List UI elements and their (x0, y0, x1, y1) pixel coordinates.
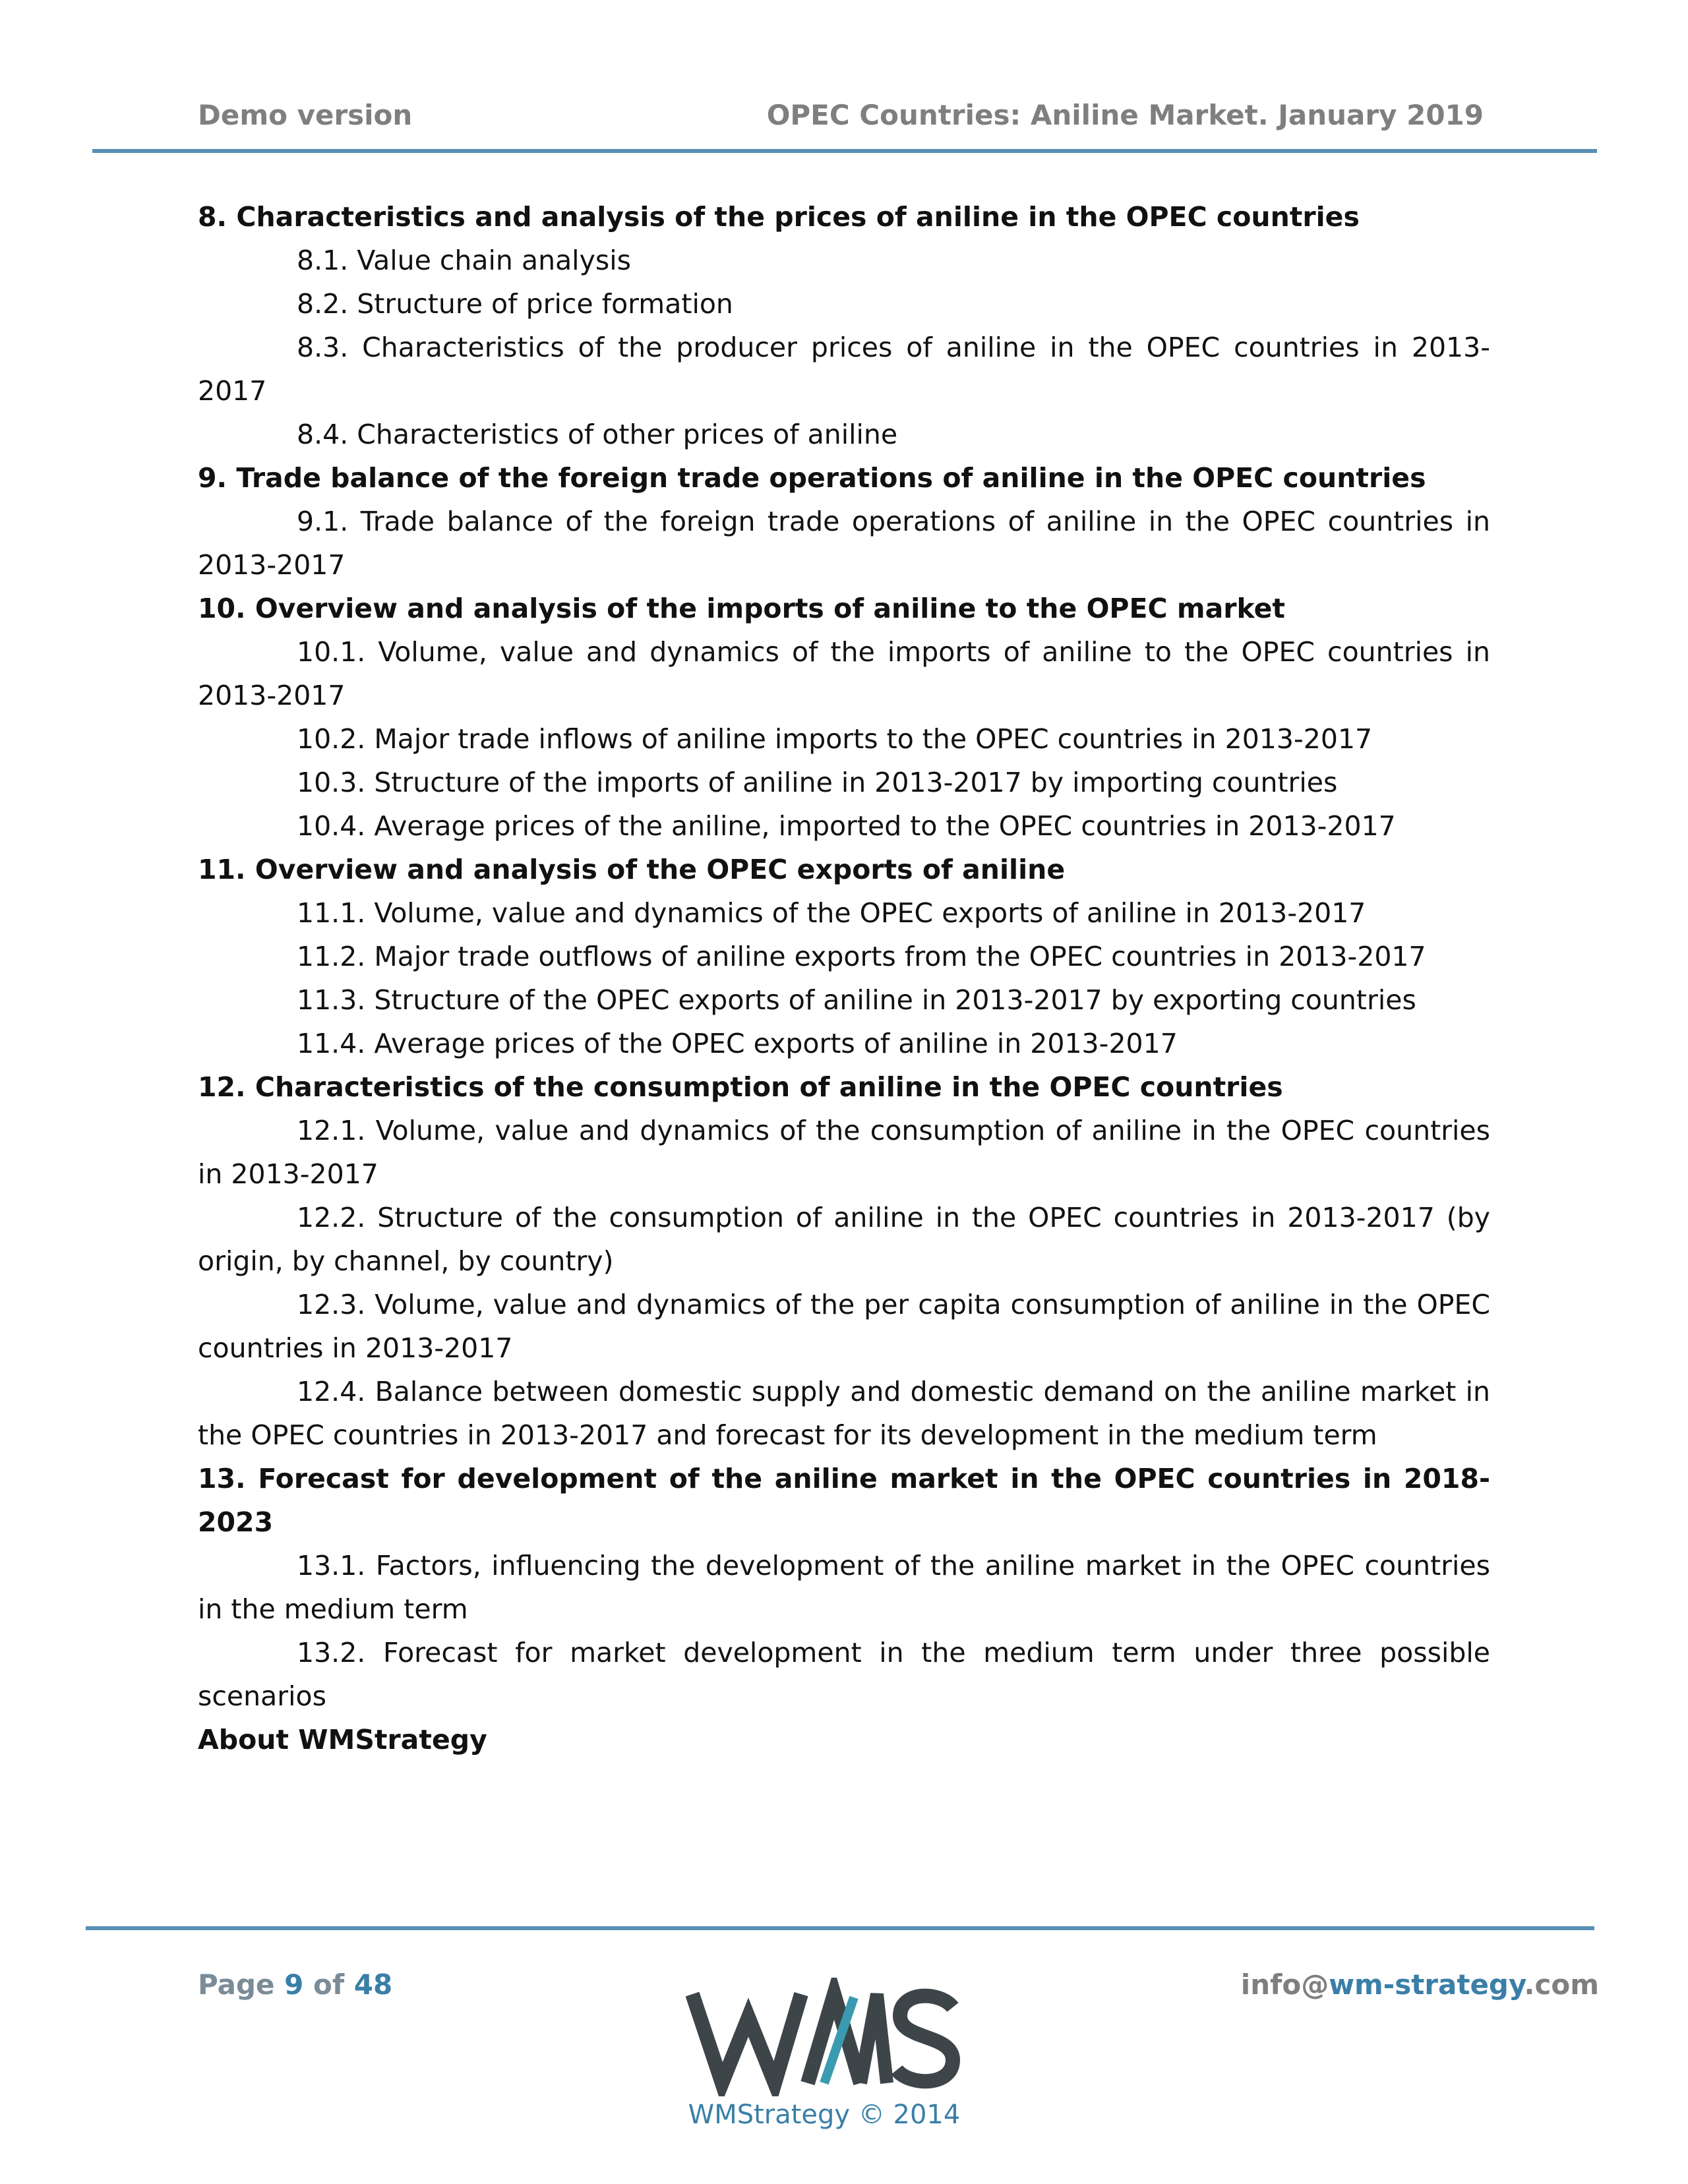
toc-subsection-item: 13.2. Forecast for market development in the medium term under three possible scenarios (198, 1637, 1490, 1712)
toc-section-heading: 13. Forecast for development of the aniline market in the OPEC countries in 2018-2023 (198, 1463, 1490, 1538)
toc-subsection-item: 13.1. Factors, influencing the development of the aniline market in the OPEC countries in the medium term (198, 1550, 1490, 1625)
toc-subsection-item: 8.4. Characteristics of other prices of aniline (297, 419, 898, 450)
toc-subsection-item: 9.1. Trade balance of the foreign trade operations of aniline in the OPEC countries in 2013-2017 (198, 506, 1490, 581)
contact-email[interactable] (1241, 1968, 1599, 2001)
header-divider (92, 149, 1597, 153)
toc-section-heading: 9. Trade balance of the foreign trade operations of aniline in the OPEC countries (198, 462, 1426, 494)
toc-subsection-item: 10.3. Structure of the imports of aniline in 2013-2017 by importing countries (297, 767, 1338, 798)
page-number: 9 (284, 1968, 304, 2001)
copyright-notice: WMStrategy © 2014 (688, 2100, 961, 2130)
page-total: 48 (353, 1968, 393, 2001)
toc-section-heading: 8. Characteristics and analysis of the prices of aniline in the OPEC countries (198, 201, 1360, 233)
page-prefix: Page (198, 1968, 275, 2001)
toc-subsection-item: 10.2. Major trade inflows of aniline imports to the OPEC countries in 2013-2017 (297, 723, 1373, 755)
toc-subsection-item: 8.2. Structure of price formation (297, 288, 733, 320)
toc-section-heading: 10. Overview and analysis of the imports of aniline to the OPEC market (198, 593, 1286, 624)
toc-subsection-item: 10.4. Average prices of the aniline, imported to the OPEC countries in 2013-2017 (297, 810, 1396, 842)
logo-letter-m-right (860, 1994, 887, 2083)
email-tld: .com (1524, 1968, 1599, 2001)
toc-section-heading: About WMStrategy (198, 1724, 487, 1756)
page-indicator (198, 1968, 392, 2001)
toc-subsection-item: 11.4. Average prices of the OPEC exports of aniline in 2013-2017 (297, 1028, 1178, 1059)
toc-subsection-item: 11.2. Major trade outflows of aniline exports from the OPEC countries in 2013-2017 (297, 941, 1426, 972)
email-user: info@ (1240, 1968, 1329, 2001)
logo-letter-s (897, 1996, 953, 2082)
footer-divider (86, 1926, 1594, 1930)
page-of: of (313, 1968, 345, 2001)
header-report-title: OPEC Countries: Aniline Market. January 2019 (766, 99, 1484, 131)
toc-subsection-item: 8.3. Characteristics of the producer prices of aniline in the OPEC countries in 2013-2017 (198, 332, 1490, 407)
toc-subsection-item: 8.1. Value chain analysis (297, 245, 631, 276)
toc-section-heading: 12. Characteristics of the consumption of aniline in the OPEC countries (198, 1071, 1283, 1103)
table-of-contents (198, 195, 1490, 1761)
logo-letter-w (692, 1994, 801, 2083)
wms-logo (686, 1978, 963, 2096)
toc-subsection-item: 11.1. Volume, value and dynamics of the OPEC exports of aniline in 2013-2017 (297, 897, 1366, 929)
toc-section-heading: 11. Overview and analysis of the OPEC exports of aniline (198, 854, 1066, 885)
toc-subsection-item: 10.1. Volume, value and dynamics of the imports of aniline to the OPEC countries in 2013-2017 (198, 636, 1490, 711)
toc-subsection-item: 12.3. Volume, value and dynamics of the per capita consumption of aniline in the OPEC countries in 2013-2017 (198, 1289, 1490, 1364)
email-domain: wm-strategy (1329, 1968, 1524, 2001)
toc-subsection-item: 12.4. Balance between domestic supply and domestic demand on the aniline market in the OPEC countries in 2013-2017 and forecast for its development in the medium term (198, 1376, 1490, 1451)
header-document-status: Demo version (198, 99, 413, 131)
toc-subsection-item: 12.1. Volume, value and dynamics of the consumption of aniline in the OPEC countries in 2013-2017 (198, 1115, 1490, 1190)
toc-subsection-item: 12.2. Structure of the consumption of aniline in the OPEC countries in 2013-2017 (by origin, by channel, by country) (198, 1202, 1490, 1277)
toc-subsection-item: 11.3. Structure of the OPEC exports of aniline in 2013-2017 by exporting countries (297, 984, 1416, 1016)
